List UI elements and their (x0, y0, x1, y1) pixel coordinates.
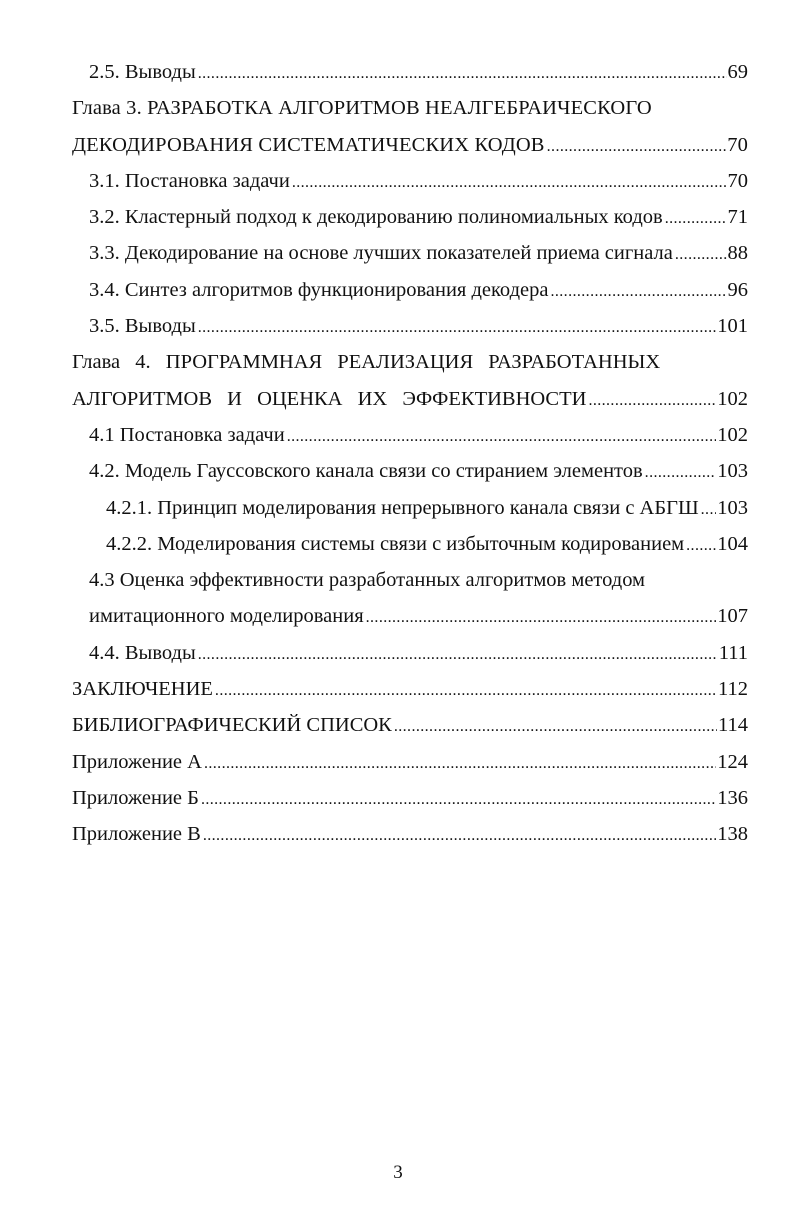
toc-entry-title: 3.5. Выводы (89, 315, 196, 338)
toc-entry-title: 4.2.1. Принцип моделирования непрерывного канала связи с АБГШ (106, 496, 699, 519)
table-of-contents (72, 54, 748, 853)
toc-entry-4-3 (72, 598, 748, 634)
toc-entry-appendix-a (72, 744, 748, 780)
toc-entry-page: 103 (717, 460, 748, 483)
toc-entry-4-2-2 (72, 526, 748, 562)
dot-leader (204, 744, 716, 782)
toc-entry-4-2 (72, 453, 748, 489)
dot-leader (588, 381, 716, 419)
toc-entry-title: Глава 3. РАЗРАБОТКА АЛГОРИТМОВ НЕАЛГЕБРАИЧЕСКОГО (72, 97, 652, 120)
toc-chapter-3-heading (72, 90, 748, 126)
toc-entry-page: 71 (727, 206, 748, 229)
toc-entry-page: 114 (718, 714, 748, 737)
toc-entry-page: 102 (717, 423, 748, 446)
toc-entry-4-3-heading (72, 562, 748, 598)
toc-entry-title: ДЕКОДИРОВАНИЯ СИСТЕМАТИЧЕСКИХ КОДОВ (72, 133, 545, 156)
dot-leader (701, 490, 717, 528)
toc-entry-title: 4.2.2. Моделирования системы связи с избыточным кодированием (106, 532, 685, 555)
toc-entry-appendix-c (72, 816, 748, 852)
toc-entry-title: Приложение А (72, 750, 202, 773)
toc-chapter-4 (72, 381, 748, 417)
toc-entry-3-2 (72, 199, 748, 235)
toc-entry-page: 88 (727, 242, 748, 265)
dot-leader (215, 671, 717, 709)
toc-entry-4-4 (72, 635, 748, 671)
dot-leader (394, 707, 717, 745)
toc-entry-title: Приложение В (72, 823, 201, 846)
dot-leader (686, 526, 716, 564)
dot-leader (366, 598, 717, 636)
toc-entry-title: АЛГОРИТМОВ И ОЦЕНКА ИХ ЭФФЕКТИВНОСТИ (72, 387, 587, 410)
dot-leader (675, 235, 727, 273)
toc-entry-3-4 (72, 272, 748, 308)
toc-entry-conclusion (72, 671, 748, 707)
toc-entry-title: 4.3 Оценка эффективности разработанных алгоритмов методом (89, 569, 646, 592)
toc-entry-title: 2.5. Выводы (89, 61, 196, 83)
toc-entry-page: 107 (717, 605, 748, 628)
toc-entry-4-2-1 (72, 490, 748, 526)
dot-leader (550, 272, 726, 310)
toc-entry-page: 102 (717, 387, 748, 410)
dot-leader (198, 635, 718, 673)
toc-entry-4-1 (72, 417, 748, 453)
toc-chapter-3 (72, 127, 748, 163)
toc-entry-page: 136 (717, 786, 748, 809)
toc-entry-title: 3.1. Постановка задачи (89, 169, 290, 192)
toc-entry-page: 138 (717, 823, 748, 846)
toc-entry-page: 124 (717, 750, 748, 773)
toc-entry-page: 101 (717, 315, 748, 338)
toc-entry-title: Приложение Б (72, 786, 199, 809)
dot-leader (198, 308, 717, 346)
toc-entry-page: 111 (718, 641, 748, 664)
toc-entry-title: 3.4. Синтез алгоритмов функционирования декодера (89, 278, 549, 301)
toc-entry-title: Глава 4. ПРОГРАММНАЯ РЕАЛИЗАЦИЯ РАЗРАБОТАННЫХ (72, 351, 661, 374)
toc-entry-page: 103 (717, 496, 748, 519)
toc-entry-title: БИБЛИОГРАФИЧЕСКИЙ СПИСОК (72, 714, 392, 737)
dot-leader (287, 417, 717, 455)
toc-entry-title: ЗАКЛЮЧЕНИЕ (72, 678, 213, 701)
toc-entry-2-5 (72, 54, 748, 90)
dot-leader (203, 816, 716, 854)
toc-entry-title: 3.2. Кластерный подход к декодированию полиномиальных кодов (89, 206, 663, 229)
toc-entry-page: 104 (717, 532, 748, 555)
dot-leader (201, 780, 716, 818)
dot-leader (292, 163, 727, 201)
toc-entry-title: 4.2. Модель Гауссовского канала связи со стиранием элементов (89, 460, 643, 483)
toc-entry-title: 4.4. Выводы (89, 641, 196, 664)
page-number: 3 (393, 1162, 403, 1183)
toc-entry-appendix-b (72, 780, 748, 816)
toc-entry-page: 69 (727, 61, 748, 83)
toc-entry-title: имитационного моделирования (89, 605, 364, 628)
toc-entry-page: 70 (727, 169, 748, 192)
toc-entry-3-3 (72, 235, 748, 271)
toc-entry-page: 112 (718, 678, 748, 701)
toc-entry-3-1 (72, 163, 748, 199)
dot-leader (198, 54, 727, 92)
toc-entry-page: 96 (727, 278, 748, 301)
toc-entry-page: 70 (727, 133, 748, 156)
toc-entry-title: 4.1 Постановка задачи (89, 423, 285, 446)
dot-leader (645, 453, 717, 491)
toc-entry-title: 3.3. Декодирование на основе лучших показателей приема сигнала (89, 242, 673, 265)
dot-leader (665, 199, 727, 237)
toc-entry-3-5 (72, 308, 748, 344)
dot-leader (547, 127, 727, 165)
toc-chapter-4-heading (72, 344, 748, 380)
toc-entry-bibliography (72, 707, 748, 743)
